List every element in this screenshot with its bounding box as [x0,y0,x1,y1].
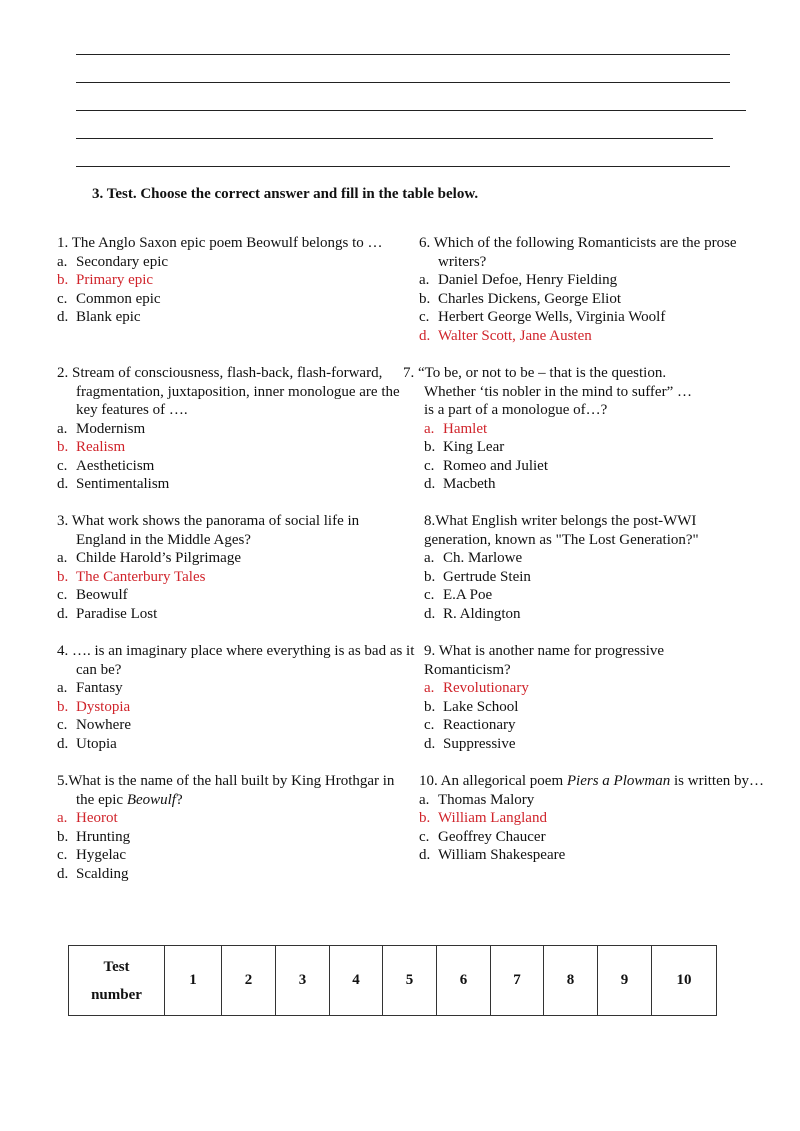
question-3-option-d[interactable]: d. Paradise Lost [57,605,158,622]
writing-line-4 [76,138,713,139]
question-8-option-c[interactable]: c. E.A Poe [424,587,493,603]
question-10-text: 10. An allegorical poem Piers a Plowman is written by… [419,773,764,789]
question-4-option-b[interactable]: b. Dystopia [57,698,131,715]
question-1-option-c[interactable]: c. Common epic [57,290,161,307]
question-5-text: 5.What is the name of the hall built by King Hrothgar in the epic Beowulf? [57,773,395,808]
question-1-option-b[interactable]: b. Primary epic [57,272,154,288]
question-3 [57,512,402,623]
question-8-option-b[interactable]: b. Gertrude Stein [424,568,531,585]
question-6-option-b[interactable]: b. Charles Dickens, George Eliot [419,290,622,307]
answer-cell-6[interactable]: 6 [437,946,491,1016]
question-2-option-a[interactable]: a. Modernism [57,420,146,437]
question-8-option-d[interactable]: d. R. Aldington [424,605,521,622]
question-10-option-c[interactable]: c. Geoffrey Chaucer [419,828,546,845]
question-4-option-c[interactable]: c. Nowhere [57,717,131,733]
question-5-option-d[interactable]: d. Scalding [57,865,129,882]
question-7 [403,364,764,494]
question-4-text: 4. …. is an imaginary place where everything is as bad as it can be? [57,643,415,678]
question-3-option-a[interactable]: a. Childe Harold’s Pilgrimage [57,550,241,566]
question-3-text: 3. What work shows the panorama of social life in England in the Middle Ages? [57,513,360,548]
question-7-line-2: Whether ‘tis nobler in the mind to suffer” … [424,383,692,400]
question-8-line-2: generation, known as "The Lost Generation?" [424,531,699,548]
answer-cell-1[interactable]: 1 [165,946,222,1016]
answer-cell-3[interactable]: 3 [276,946,330,1016]
answer-table-row [69,946,717,1016]
question-6-option-d[interactable]: d. Walter Scott, Jane Austen [419,327,592,344]
section-heading: 3. Test. Choose the correct answer and fill in the table below. [92,186,479,202]
question-2-option-b[interactable]: b. Realism [57,439,126,455]
question-3-option-b[interactable]: b. The Canterbury Tales [57,568,206,585]
answer-cell-4[interactable]: 4 [330,946,383,1016]
answer-cell-9[interactable]: 9 [598,946,652,1016]
question-7-option-d[interactable]: d. Macbeth [424,476,496,492]
question-5-option-b[interactable]: b. Hrunting [57,828,131,845]
answer-table-header: Test number [69,946,165,1016]
question-4 [57,642,415,753]
question-9-option-c[interactable]: c. Reactionary [424,717,516,733]
question-1-option-a[interactable]: a. Secondary epic [57,253,169,270]
question-2-text: 2. Stream of consciousness, flash-back, flash-forward, fragmentation, juxtaposition, inner monologue are the key features of …. [57,365,400,418]
answer-cell-2[interactable]: 2 [222,946,276,1016]
answer-table [68,945,717,1016]
question-7-option-b[interactable]: b. King Lear [424,439,505,455]
question-7-line-3: is a part of a monologue of…? [424,402,608,418]
question-9-option-b[interactable]: b. Lake School [424,698,519,715]
question-7-line-1: 7. “To be, or not to be – that is the question. [403,365,667,381]
question-9-line-2: Romanticism? [424,661,511,678]
question-4-option-a[interactable]: a. Fantasy [57,680,123,696]
question-6-option-c[interactable]: c. Herbert George Wells, Virginia Woolf [419,309,666,325]
question-1 [57,234,402,327]
question-1-text: 1. The Anglo Saxon epic poem Beowulf belongs to … [57,235,383,251]
question-6 [419,234,769,345]
question-9-option-d[interactable]: d. Suppressive [424,735,516,752]
answer-cell-8[interactable]: 8 [544,946,598,1016]
question-10-option-b[interactable]: b. William Langland [419,810,547,826]
question-6-text: 6. Which of the following Romanticists are the prose writers? [419,235,737,270]
writing-line-2 [76,82,730,83]
question-5-option-a[interactable]: a. Heorot [57,810,118,826]
question-1-option-d[interactable]: d. Blank epic [57,309,141,325]
answer-cell-7[interactable]: 7 [491,946,544,1016]
question-8-option-a[interactable]: a. Ch. Marlowe [424,550,523,566]
question-2-option-c[interactable]: c. Aestheticism [57,457,155,474]
question-5 [57,772,407,883]
question-10 [419,772,764,865]
question-5-option-c[interactable]: c. Hygelac [57,847,126,863]
question-6-option-a[interactable]: a. Daniel Defoe, Henry Fielding [419,272,618,288]
writing-line-5 [76,166,730,167]
question-7-option-a[interactable]: a. Hamlet [424,420,488,437]
question-9-option-a[interactable]: a. Revolutionary [424,680,529,696]
answer-cell-10[interactable]: 10 [652,946,717,1016]
question-8 [424,512,764,623]
question-7-option-c[interactable]: c. Romeo and Juliet [424,457,548,474]
question-9-line-1: 9. What is another name for progressive [424,643,665,659]
answer-cell-5[interactable]: 5 [383,946,437,1016]
question-8-line-1: 8.What English writer belongs the post-WWI [424,513,697,529]
question-10-option-a[interactable]: a. Thomas Malory [419,791,535,808]
question-2-option-d[interactable]: d. Sentimentalism [57,476,170,492]
writing-line-3 [76,110,746,111]
writing-line-1 [76,54,730,55]
question-2 [57,364,407,494]
question-4-option-d[interactable]: d. Utopia [57,735,117,752]
question-9 [424,642,764,753]
question-3-option-c[interactable]: c. Beowulf [57,587,128,603]
question-10-option-d[interactable]: d. William Shakespeare [419,847,566,863]
